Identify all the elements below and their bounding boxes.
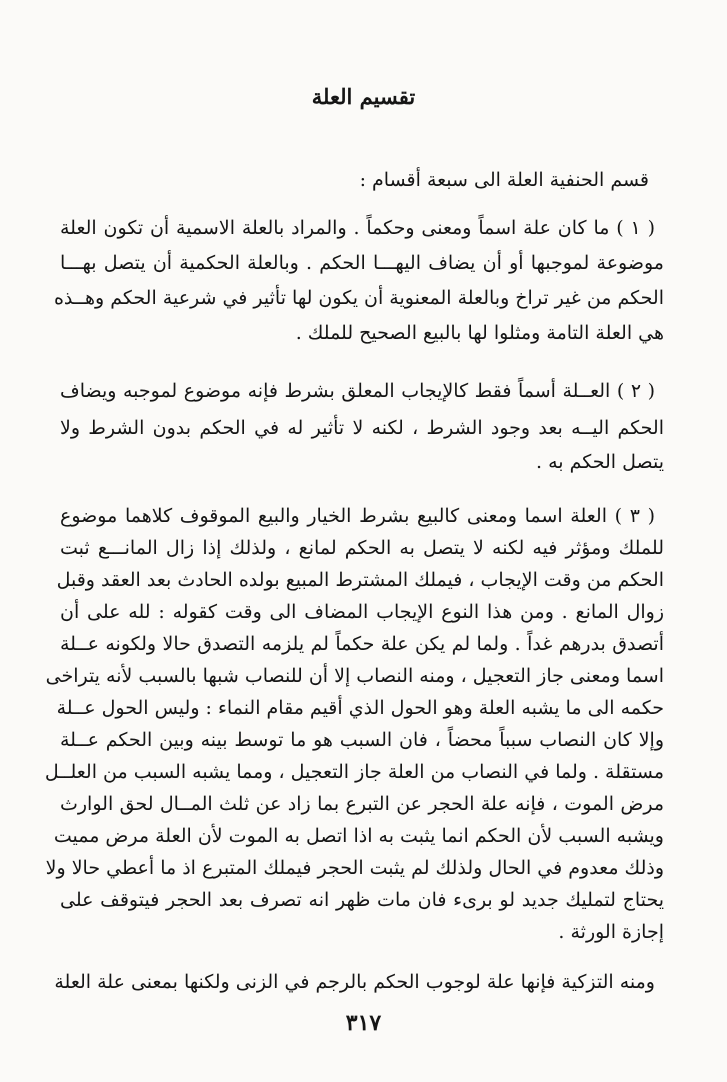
paragraph-3-line-5: أتصدق بدرهم غداً . ولما لم يكن علة حكماً لم يلزمه التصدق حالا ولكونه عــلة — [60, 633, 664, 655]
paragraph-4-line-1: ومنه التزكية فإنها علة لوجوب الحكم بالرجم في الزنى ولكنها بمعنى علة العلة — [54, 971, 655, 993]
paragraph-3-line-9: مستقلة . ولما في النصاب من العلة جاز التعجيل ، ومما يشبه السبب من العلــل — [44, 761, 664, 783]
paragraph-1-line-2: موضوعة لموجبها أو أن يضاف اليهـــا الحكم . وبالعلة الحكمية أن يتصل بهـــا — [60, 252, 664, 274]
paragraph-1-line-1: ( ١ ) ما كان علة اسماً ومعنى وحكماً . والمراد بالعلة الاسمية أن تكون العلة — [60, 217, 655, 239]
paragraph-3-line-1: ( ٣ ) العلة اسما ومعنى كالبيع بشرط الخيار والبيع الموقوف كلاهما موضوع — [60, 505, 655, 527]
paragraph-3-line-7: حكمه الى ما يشبه العلة وهو الحول الذي أقيم مقام النماء : وليس الحول عــلة — [56, 697, 664, 719]
paragraph-3-line-4: زوال المانع . ومن هذا النوع الإيجاب المضاف الى وقت كقوله : لله على أن — [60, 601, 664, 623]
paragraph-3-line-8: وإلا كان النصاب سبباً محضاً ، فان السبب هو ما توسط بينه وبين الحكم عــلة — [60, 729, 664, 751]
paragraph-3-line-3: الحكم من وقت الإيجاب ، فيملك المشترط المبيع بولده الحادث بعد العقد وقبل — [56, 569, 664, 591]
paragraph-3-line-11: ويشبه السبب لأن الحكم انما يثبت به اذا اتصل به الموت لأن العلة مرض مميت — [53, 825, 664, 847]
paragraph-1-line-4: هي العلة التامة ومثلوا لها بالبيع الصحيح للملك . — [295, 322, 664, 344]
intro-line: قسم الحنفية العلة الى سبعة أقسام : — [359, 169, 649, 191]
paragraph-3-line-14: إجازة الورثة . — [558, 921, 664, 943]
paragraph-1-line-3: الحكم من غير تراخ وبالعلة المعنوية أن يكون لها تأثير في شرعية الحكم وهــذه — [53, 287, 664, 309]
page-title: تقسيم العلة — [311, 84, 416, 109]
paragraph-3-line-13: يحتاج لتمليك جديد لو برىء فان مات ظهر انه تصرف بعد الحجر فيتوقف على — [60, 889, 664, 911]
page-number: ٣١٧ — [345, 1010, 382, 1036]
paragraph-3-line-12: وذلك معدوم في الحال ولذلك لم يثبت الحجر فيملك المتبرع اذ ما أعطي حالا ولا — [45, 857, 664, 879]
paragraph-2-line-3: يتصل الحكم به . — [536, 451, 664, 473]
paragraph-3-line-2: للملك ومؤثر فيه لكنه لا يتصل به الحكم لمانع ، ولذلك إذا زال المانـــع ثبت — [60, 537, 664, 559]
paragraph-3-line-10: مرض الموت ، فإنه علة الحجر عن التبرع بما زاد عن ثلث المــال لحق الوارث — [60, 793, 664, 815]
paragraph-2-line-1: ( ٢ ) العــلة أسماً فقط كالإيجاب المعلق بشرط فإنه موضوع لموجبه ويضاف — [60, 380, 655, 402]
paragraph-3-line-6: اسما ومعنى جاز التعجيل ، ومنه النصاب إلا أن للنصاب شبها بالسبب لأنه يتراخى — [45, 665, 664, 687]
paragraph-2-line-2: الحكم اليــه بعد وجود الشرط ، لكنه لا تأثير له في الحكم بدون الشرط ولا — [60, 417, 664, 439]
